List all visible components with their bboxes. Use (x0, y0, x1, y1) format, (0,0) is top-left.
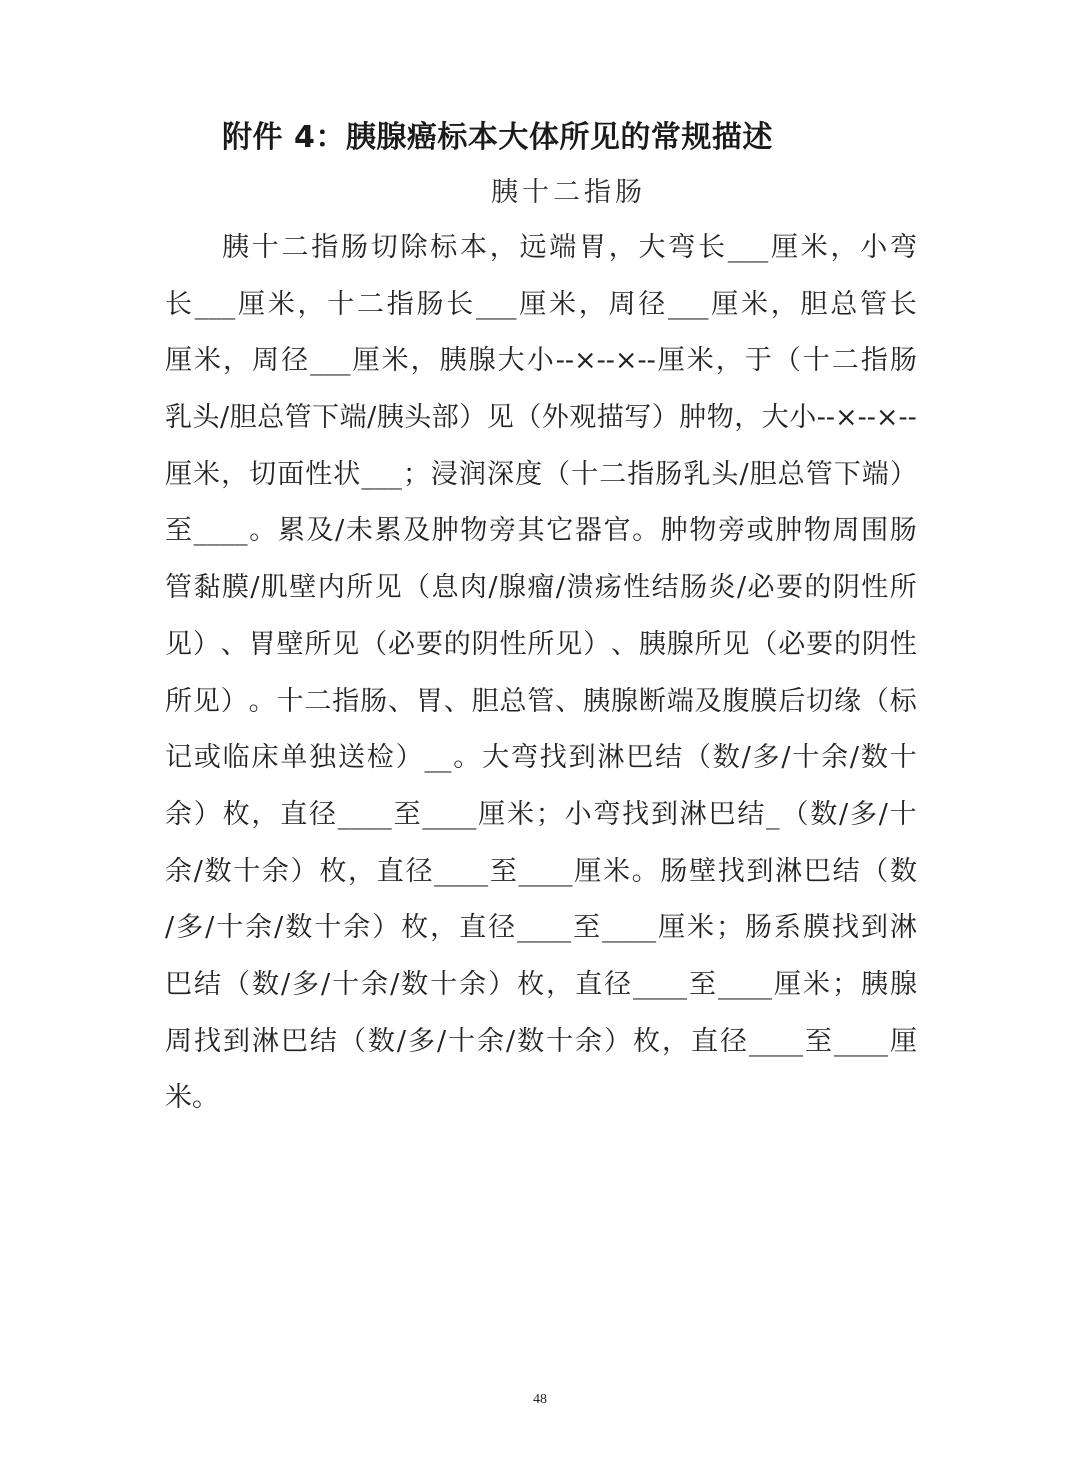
body-line: 乳 头 / 胆 总 管 下 端 / 胰 头 部 ） 见 （ 外 观 描 写 ） 肿 物 ， 大 小 --×--×-- (165, 402, 917, 434)
body-line: 至 ____ 。 累 及 / 未 累 及 肿 物 旁 其 它 器 官 。 肿 物 旁 或 肿 物 周 围 肠 (165, 515, 917, 547)
body-line: 见 ） 、 胃 壁 所 见 （ 必 要 的 阴 性 所 见 ） 、 胰 腺 所 见 （ 必 要 的 阴 性 (165, 628, 917, 660)
body-line: 厘 米 ， 切 面 性 状 ___ ； 浸 润 深 度 （ 十 二 指 肠 乳 头 / 胆 总 管 下 端 ） (165, 458, 917, 490)
body-line: 管 黏 膜 / 肌 壁 内 所 见 （ 息 肉 / 腺 瘤 / 溃 疡 性 结 肠 炎 / 必 要 的 阴 性 所 (165, 572, 917, 604)
body-line: 周 找 到 淋 巴 结 （ 数 / 多 / 十 余 / 数 十 余 ） 枚 ， 直 径 ____ 至 ____ 厘 (165, 1025, 917, 1057)
page-number: 48 (533, 1392, 547, 1407)
body-line: 米。 (165, 1082, 219, 1114)
body-line: 余 ） 枚 ， 直 径 ____ 至 ____ 厘 米 ； 小 弯 找 到 淋 巴 结 _ （ 数 / 多 / 十 (165, 798, 917, 830)
body-line: / 多 / 十 余 / 数 十 余 ） 枚 ， 直 径 ____ 至 ____ 厘 米 ； 肠 系 膜 找 到 淋 (165, 912, 917, 944)
body-line: 所 见 ） 。 十 二 指 肠 、 胃 、 胆 总 管 、 胰 腺 断 端 及 腹 膜 后 切 缘 （ 标 (165, 685, 917, 717)
body-line: 长 ___ 厘 米 ， 十 二 指 肠 长 ___ 厘 米 ， 周 径 ___ 厘 米 ， 胆 总 管 长 (165, 288, 917, 320)
body-line: 巴 结 （ 数 / 多 / 十 余 / 数 十 余 ） 枚 ， 直 径 ____ 至 ____ 厘 米 ； 胰 腺 (165, 968, 917, 1000)
body-line: 记 或 临 床 单 独 送 检 ） __ 。 大 弯 找 到 淋 巴 结 （ 数 / 多 / 十 余 / 数 十 (165, 742, 917, 774)
body-line: 余 / 数 十 余 ） 枚 ， 直 径 ____ 至 ____ 厘 米 。 肠 壁 找 到 淋 巴 结 （ 数 (165, 855, 917, 887)
body-paragraph (165, 226, 917, 1133)
body-line: 厘 米 ， 周 径 ___ 厘 米 ， 胰 腺 大 小 --×--×-- 厘 米 ， 于 （ 十 二 指 肠 (165, 345, 917, 377)
section-subtitle: 胰十二指肠 (491, 177, 646, 208)
page-title: 附件 4：胰腺癌标本大体所见的常规描述 (222, 120, 773, 155)
body-line: 胰 十 二 指 肠 切 除 标 本 ， 远 端 胃 ， 大 弯 长 ___ 厘 米 ， 小 弯 (222, 232, 917, 263)
